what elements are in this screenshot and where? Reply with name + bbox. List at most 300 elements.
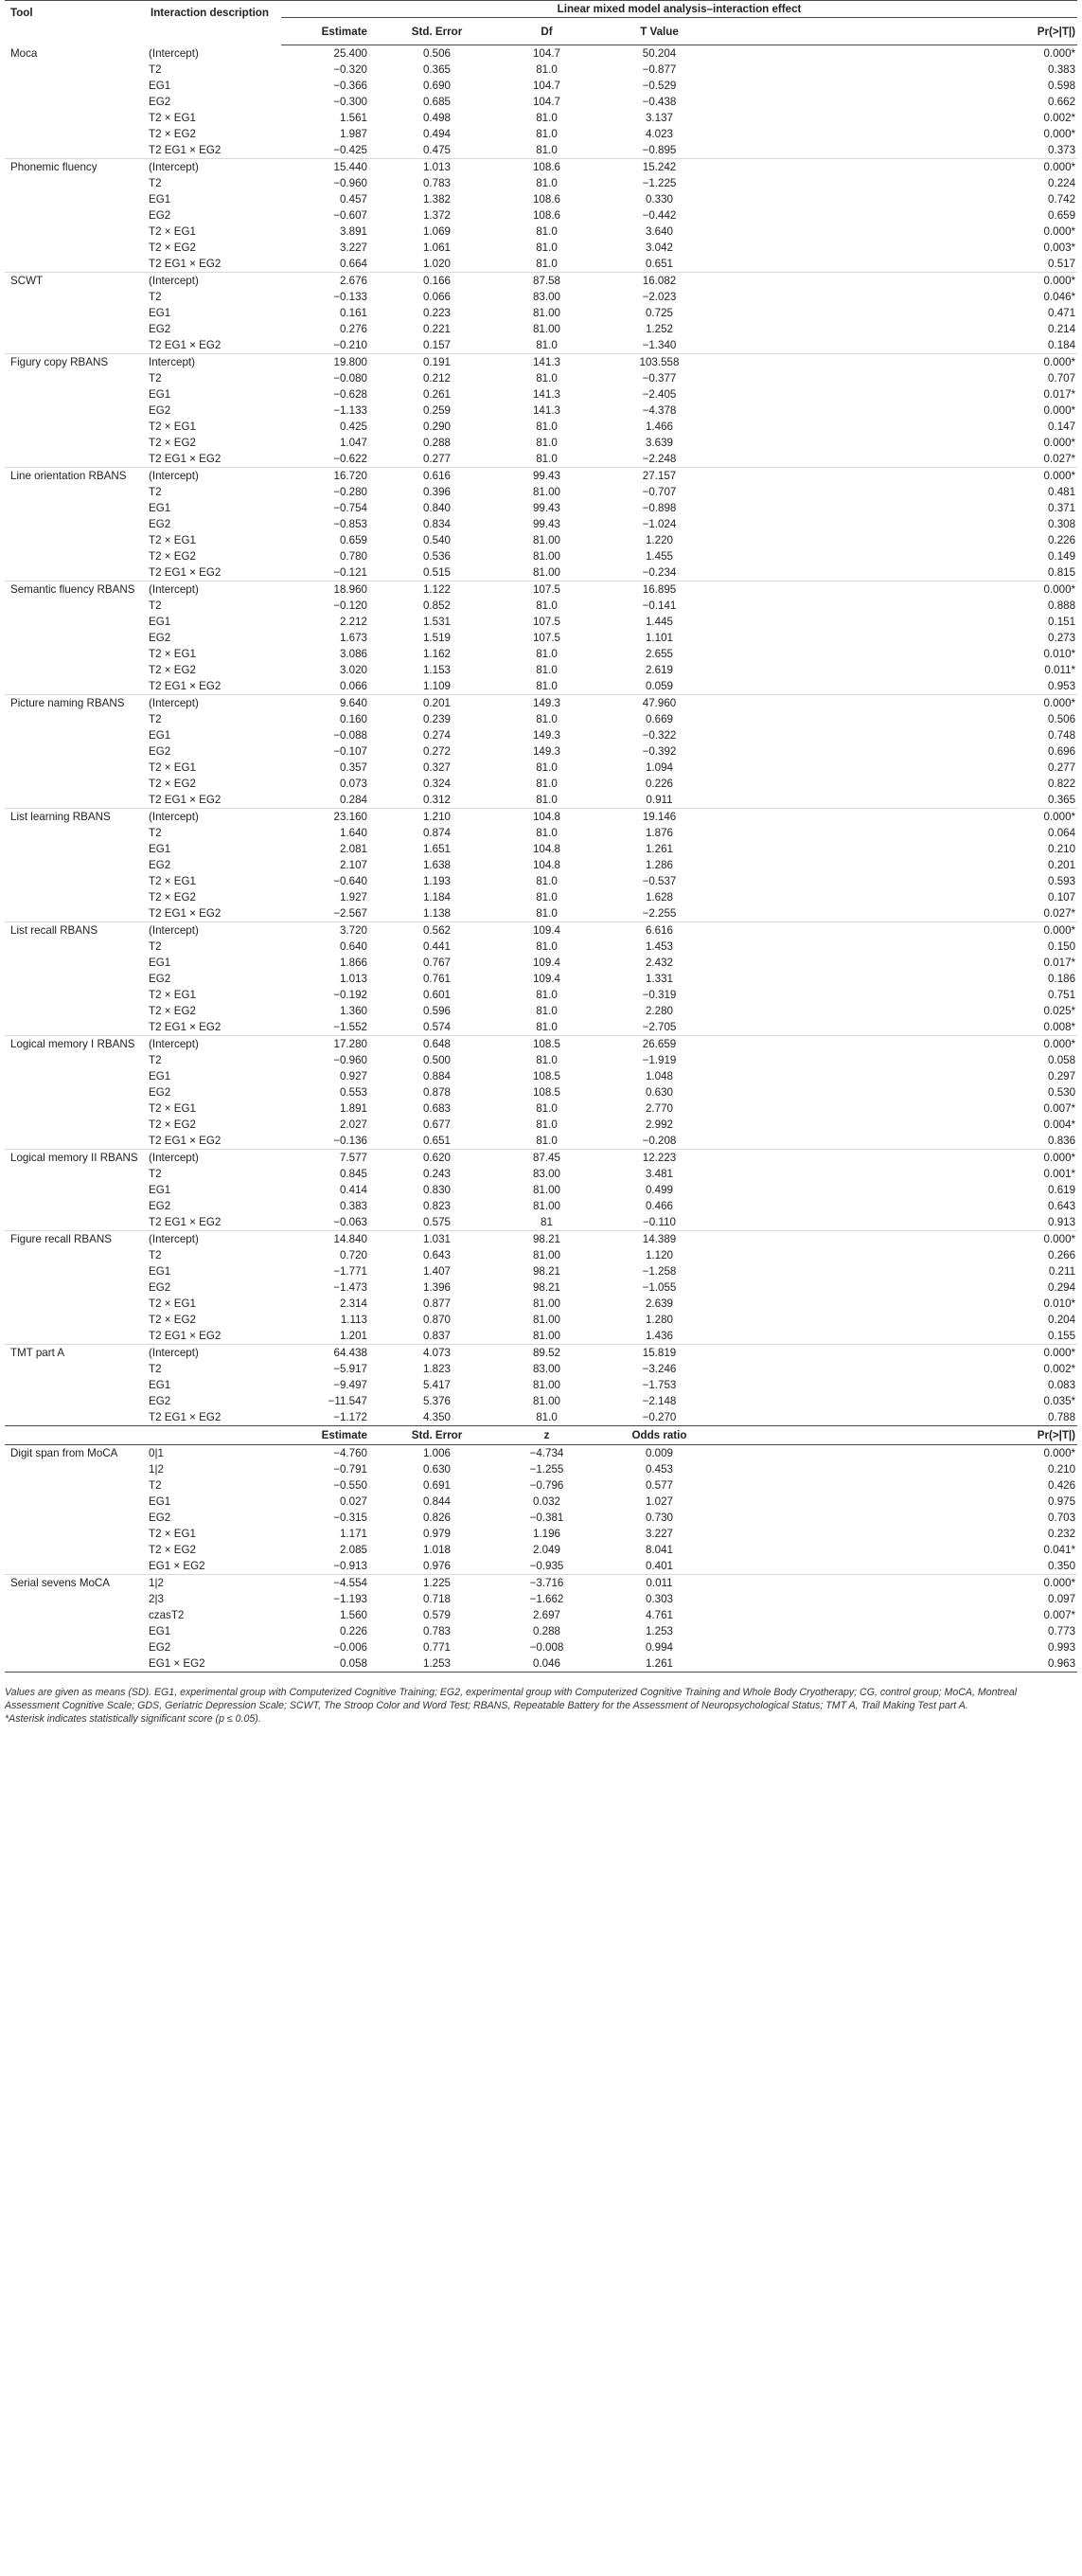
value-cell: 0.783	[422, 177, 451, 189]
value-cell: 0.002*	[1043, 1363, 1076, 1375]
table-row	[5, 1214, 1077, 1231]
value-cell: 0.396	[422, 486, 451, 498]
value-cell: 14.389	[598, 1231, 720, 1248]
interaction-term: T2 × EG1	[149, 225, 196, 238]
interaction-term: T2 × EG2	[149, 242, 196, 254]
value-cell: 0.619	[1048, 1184, 1076, 1196]
value-cell: 1.120	[645, 1249, 673, 1261]
table-row	[5, 224, 1077, 240]
value-cell: −3.716	[495, 1575, 598, 1592]
tool-name	[5, 142, 145, 159]
value-cell: 0.000*	[720, 1036, 1077, 1053]
table-row	[5, 809, 1077, 826]
value-cell: 23.160	[281, 809, 379, 826]
value-cell: 0.383	[1048, 63, 1076, 76]
value-cell: −0.754	[333, 502, 367, 514]
value-cell: 1.109	[422, 680, 451, 692]
tool-name	[5, 1494, 145, 1510]
value-cell: 4.023	[645, 128, 673, 140]
value-cell: 81.00	[532, 323, 560, 335]
value-cell: 1.162	[422, 648, 451, 660]
value-cell: 1.210	[379, 809, 495, 826]
value-cell: 0.515	[422, 566, 451, 579]
value-cell: 0.976	[422, 1560, 451, 1572]
table-row	[5, 240, 1077, 256]
value-cell: 0.224	[1048, 177, 1076, 189]
value-cell: 0.707	[1048, 372, 1076, 385]
table-row	[5, 646, 1077, 662]
value-cell: 1.987	[339, 128, 367, 140]
value-cell: 81.0	[536, 437, 558, 449]
value-cell: 0.027*	[1043, 453, 1076, 465]
value-cell: 0.303	[645, 1593, 673, 1605]
value-cell: 27.157	[598, 468, 720, 485]
value-cell: 0.191	[379, 354, 495, 371]
value-cell: 1.519	[422, 632, 451, 644]
value-cell: −2.255	[642, 907, 677, 920]
value-cell: 0.659	[339, 534, 367, 546]
tool-name	[5, 419, 145, 435]
value-cell: 1.445	[645, 616, 673, 628]
tool-name: SCWT	[5, 273, 145, 290]
tool-name	[5, 337, 145, 354]
table-row	[5, 110, 1077, 126]
value-cell: −0.315	[333, 1512, 367, 1524]
interaction-term: T2 × EG2	[149, 1314, 196, 1326]
value-cell: 1.253	[645, 1625, 673, 1637]
value-cell: 81.0	[536, 664, 558, 676]
value-cell: 81.0	[536, 778, 558, 790]
value-cell: 1.101	[645, 632, 673, 644]
value-cell: 0.517	[1048, 258, 1076, 270]
tool-name	[5, 1312, 145, 1328]
table-row	[5, 1477, 1077, 1494]
value-cell: 0.494	[422, 128, 451, 140]
value-cell: 3.639	[645, 437, 673, 449]
tool-name: Line orientation RBANS	[5, 468, 145, 485]
interaction-term: T2 EG1 × EG2	[149, 907, 222, 920]
interaction-term: (Intercept)	[145, 922, 281, 939]
table-row	[5, 825, 1077, 841]
value-cell: 0.001*	[1043, 1168, 1076, 1180]
value-cell: 0.730	[645, 1512, 673, 1524]
value-cell: −0.550	[333, 1479, 367, 1492]
interaction-term: T2	[149, 827, 162, 839]
ordinal-body	[5, 1445, 1077, 1673]
tool-name	[5, 402, 145, 419]
value-cell: 0.027	[339, 1495, 367, 1508]
value-cell: −1.552	[333, 1021, 367, 1033]
value-cell: 16.082	[598, 273, 720, 290]
value-cell: 0.696	[1048, 745, 1076, 758]
table-row	[5, 1198, 1077, 1214]
value-cell: 0.466	[645, 1200, 673, 1212]
interaction-term: EG1	[149, 1495, 171, 1508]
table-row	[5, 1166, 1077, 1182]
interaction-term: T2 × EG1	[149, 1528, 196, 1540]
interaction-term: EG1	[149, 80, 171, 92]
value-cell: 2.081	[339, 843, 367, 855]
value-cell: 1.225	[379, 1575, 495, 1592]
table-row	[5, 175, 1077, 191]
value-cell: 0.780	[339, 550, 367, 563]
value-cell: 141.3	[532, 388, 560, 401]
table-row	[5, 419, 1077, 435]
table-row	[5, 1247, 1077, 1263]
value-cell: 0.659	[1048, 209, 1076, 222]
value-cell: 12.223	[598, 1150, 720, 1167]
table-row	[5, 370, 1077, 386]
interaction-term: T2 × EG2	[149, 1544, 196, 1556]
value-cell: −1.473	[333, 1281, 367, 1294]
value-cell: 0.002*	[1043, 112, 1076, 124]
value-cell: 0.000*	[720, 273, 1077, 290]
tool-name	[5, 841, 145, 857]
value-cell: −0.707	[642, 486, 677, 498]
value-cell: 1.253	[379, 1655, 495, 1673]
value-cell: 0.830	[422, 1184, 451, 1196]
value-cell: 104.7	[532, 96, 560, 108]
value-cell: 1.171	[339, 1528, 367, 1540]
value-cell: 0.788	[720, 1409, 1077, 1426]
value-cell: 108.6	[532, 209, 560, 222]
value-cell: −0.442	[642, 209, 677, 222]
value-cell: 1.396	[422, 1281, 451, 1294]
value-cell: 0.601	[422, 989, 451, 1001]
tool-name	[5, 1198, 145, 1214]
value-cell: 81.0	[536, 875, 558, 887]
table-header	[5, 1, 1077, 45]
interaction-term: EG1	[149, 957, 171, 969]
value-cell: 81.00	[532, 1297, 560, 1310]
value-cell: 0.979	[422, 1528, 451, 1540]
value-cell: −0.006	[333, 1641, 367, 1654]
value-cell: 0.913	[1048, 1216, 1076, 1228]
interaction-term: EG2	[149, 96, 171, 108]
tool-name	[5, 1361, 145, 1377]
value-cell: −0.898	[642, 502, 677, 514]
table-row	[5, 1639, 1077, 1655]
value-cell: 0.000*	[720, 1345, 1077, 1362]
value-cell: 0.058	[1048, 1054, 1076, 1066]
value-cell: 0.616	[379, 468, 495, 485]
value-cell: 141.3	[532, 404, 560, 417]
table-row	[5, 1655, 1077, 1673]
interaction-term: EG2	[149, 632, 171, 644]
value-cell: 81.0	[536, 372, 558, 385]
value-cell: 2.280	[645, 1005, 673, 1017]
table-row	[5, 955, 1077, 971]
value-cell: 0.035*	[1043, 1395, 1076, 1407]
value-cell: −0.110	[643, 1216, 676, 1228]
value-cell: 1.891	[339, 1102, 367, 1115]
value-cell: 0.010*	[1043, 648, 1076, 660]
table-row	[5, 743, 1077, 760]
tool-name: Picture naming RBANS	[5, 695, 145, 712]
interaction-term: EG1	[149, 307, 171, 319]
value-cell: 0.149	[1048, 550, 1076, 563]
value-cell: 149.3	[532, 729, 560, 742]
value-cell: 2.697	[532, 1609, 560, 1621]
table-row	[5, 62, 1077, 78]
value-cell: 81.00	[532, 550, 560, 563]
value-cell: 108.5	[532, 1086, 560, 1099]
interaction-term: EG2	[149, 518, 171, 530]
tool-name	[5, 224, 145, 240]
value-cell: 0.720	[339, 1249, 367, 1261]
value-cell: 149.3	[495, 695, 598, 712]
value-cell: 0.166	[379, 273, 495, 290]
value-cell: 0.186	[1048, 973, 1076, 985]
value-cell: 15.440	[281, 159, 379, 176]
value-cell: 0.308	[1048, 518, 1076, 530]
tool-name	[5, 857, 145, 873]
interaction-term: EG1	[149, 388, 171, 401]
value-cell: 3.086	[339, 648, 367, 660]
table-row	[5, 1591, 1077, 1607]
value-cell: 0.669	[645, 713, 673, 725]
value-cell: −4.734	[529, 1447, 564, 1459]
value-cell: 81.00	[532, 1184, 560, 1196]
tool-name	[5, 1100, 145, 1117]
value-cell: 2.107	[339, 859, 367, 871]
value-cell: 3.227	[339, 242, 367, 254]
interaction-term: T2 × EG1	[149, 420, 196, 433]
value-cell: 3.042	[645, 242, 673, 254]
value-cell: 0.888	[1048, 599, 1076, 612]
value-cell: −0.960	[333, 1054, 367, 1066]
value-cell: 0.748	[1048, 729, 1076, 742]
value-cell: 0.742	[1048, 193, 1076, 206]
table-row	[5, 727, 1077, 743]
tool-name: Logical memory I RBANS	[5, 1036, 145, 1053]
interaction-term: (Intercept)	[149, 46, 199, 60]
value-cell: 0.877	[422, 1297, 451, 1310]
value-cell: 1.261	[598, 1655, 720, 1673]
value-cell: 0.773	[1048, 1625, 1076, 1637]
footnote-significance: *Asterisk indicates statistically significant score (p ≤ 0.05).	[5, 1713, 261, 1725]
value-cell: −2.567	[333, 907, 367, 920]
value-cell: 2.992	[645, 1118, 673, 1131]
value-cell: 0.530	[1048, 1086, 1076, 1099]
value-cell: 81.0	[536, 177, 558, 189]
value-cell: 0.201	[379, 695, 495, 712]
value-cell: −0.877	[642, 63, 677, 76]
value-cell: 0.884	[422, 1070, 451, 1082]
tool-name	[5, 1117, 145, 1133]
value-cell: −1.258	[642, 1265, 677, 1278]
value-cell: 81.0	[536, 1102, 558, 1115]
value-cell: 0.232	[1048, 1528, 1076, 1540]
tool-name	[5, 1182, 145, 1198]
value-cell: 103.558	[598, 354, 720, 371]
value-cell: −0.791	[333, 1463, 367, 1476]
value-cell: −2.148	[642, 1395, 677, 1407]
value-cell: 4.073	[379, 1345, 495, 1362]
value-cell: −0.796	[529, 1479, 564, 1492]
value-cell: −0.392	[642, 745, 677, 758]
value-cell: 0.000*	[720, 159, 1077, 176]
table-row	[5, 792, 1077, 809]
value-cell: 0.226	[339, 1625, 367, 1637]
value-cell: 0.844	[422, 1495, 451, 1508]
value-cell: 0.273	[1048, 632, 1076, 644]
value-cell: 0.651	[422, 1135, 451, 1147]
value-cell: 81.00	[532, 566, 560, 579]
tool-name	[5, 1655, 145, 1673]
table-row	[5, 500, 1077, 516]
value-cell: 1.286	[645, 859, 673, 871]
value-cell: 2.212	[339, 616, 367, 628]
value-cell: 0.371	[1048, 502, 1076, 514]
value-cell: −0.607	[333, 209, 367, 222]
interaction-term: EG2	[149, 1281, 171, 1294]
value-cell: 2.432	[645, 957, 673, 969]
interaction-term: T2	[149, 599, 162, 612]
value-cell: 81.0	[536, 128, 558, 140]
value-cell: 0.691	[422, 1479, 451, 1492]
value-cell: 0.284	[339, 794, 367, 806]
value-cell: 0.003*	[1043, 242, 1076, 254]
value-cell: 81.0	[536, 648, 558, 660]
interaction-term: T2	[149, 1249, 162, 1261]
value-cell: −0.377	[642, 372, 677, 385]
value-cell: 99.43	[495, 468, 598, 485]
interaction-term: (Intercept)	[145, 468, 281, 485]
tool-name	[5, 939, 145, 955]
tool-name	[5, 386, 145, 402]
value-cell: 0.083	[1048, 1379, 1076, 1391]
value-cell: −0.133	[333, 291, 367, 303]
tool-name	[5, 451, 145, 468]
table-row	[5, 305, 1077, 321]
value-cell: 81.00	[532, 1379, 560, 1391]
subheader-odds-ratio: Odds ratio	[598, 1426, 720, 1445]
value-cell: 1.466	[645, 420, 673, 433]
value-cell: 0.703	[1048, 1512, 1076, 1524]
value-cell: −0.107	[333, 745, 367, 758]
value-cell: 0.161	[339, 307, 367, 319]
interaction-term: EG1	[149, 729, 171, 742]
table-row	[5, 1409, 1077, 1426]
interaction-term: T2 EG1 × EG2	[149, 680, 222, 692]
tool-name	[5, 955, 145, 971]
tool-name	[5, 662, 145, 678]
header-group: Linear mixed model analysis–interaction effect	[281, 1, 1077, 18]
value-cell: 0.457	[339, 193, 367, 206]
interaction-term: EG2	[149, 404, 171, 417]
interaction-term: czasT2	[149, 1609, 185, 1621]
tool-name	[5, 94, 145, 110]
value-cell: 81.0	[536, 891, 558, 903]
value-cell: 0.471	[1048, 307, 1076, 319]
interaction-term: T2	[149, 372, 162, 385]
value-cell: 0.008*	[1043, 1021, 1076, 1033]
value-cell: 0.683	[422, 1102, 451, 1115]
value-cell: 0.685	[422, 96, 451, 108]
tool-name	[5, 1052, 145, 1068]
tool-name	[5, 776, 145, 792]
tool-name	[5, 1623, 145, 1639]
value-cell: 8.041	[645, 1544, 673, 1556]
interaction-term: T2 × EG2	[149, 550, 196, 563]
value-cell: 0.211	[1048, 1265, 1076, 1278]
subheader-estimate: Estimate	[281, 1426, 379, 1445]
value-cell: 0.365	[1048, 794, 1076, 806]
interaction-term: T2 EG1 × EG2	[149, 1021, 222, 1033]
value-cell: 0.107	[1048, 891, 1076, 903]
value-cell: 0.226	[645, 778, 673, 790]
value-cell: 0.157	[422, 339, 451, 351]
value-cell: 0.073	[339, 778, 367, 790]
interaction-term: T2 EG1 × EG2	[145, 1409, 281, 1426]
value-cell: 0.007*	[1043, 1609, 1076, 1621]
value-cell: 0.927	[339, 1070, 367, 1082]
value-cell: 0.630	[645, 1086, 673, 1099]
value-cell: 1.927	[339, 891, 367, 903]
value-cell: 0.294	[1048, 1281, 1076, 1294]
table-row	[5, 273, 1077, 290]
value-cell: 81.0	[536, 63, 558, 76]
table-row	[5, 256, 1077, 273]
value-cell: 0.725	[645, 307, 673, 319]
value-cell: 99.43	[532, 502, 560, 514]
table-row	[5, 94, 1077, 110]
value-cell: 0.575	[422, 1216, 451, 1228]
value-cell: 0.000*	[1043, 225, 1076, 238]
value-cell: 1.184	[422, 891, 451, 903]
interaction-term: EG1	[149, 1379, 171, 1391]
value-cell: 3.481	[645, 1168, 673, 1180]
value-cell: 0.000*	[1043, 404, 1076, 417]
value-cell: 0.593	[1048, 875, 1076, 887]
value-cell: 0.874	[422, 827, 451, 839]
value-cell: 81.0	[536, 242, 558, 254]
value-cell: 0.365	[422, 63, 451, 76]
value-cell: 0.210	[1048, 843, 1076, 855]
value-cell: 0.017*	[1043, 957, 1076, 969]
table-row	[5, 630, 1077, 646]
tool-name	[5, 321, 145, 337]
value-cell: 81.00	[532, 1314, 560, 1326]
value-cell: 0.330	[645, 193, 673, 206]
value-cell: 2.027	[339, 1118, 367, 1131]
value-cell: 0.845	[339, 1168, 367, 1180]
value-cell: 81.0	[536, 989, 558, 1001]
interaction-term: T2 EG1 × EG2	[149, 453, 222, 465]
value-cell: 0.000*	[1043, 128, 1076, 140]
table-row	[5, 126, 1077, 142]
table-row	[5, 1510, 1077, 1526]
interaction-term: EG2	[149, 323, 171, 335]
interaction-term: T2	[149, 291, 162, 303]
value-cell: −0.381	[529, 1512, 564, 1524]
value-cell: 2.619	[645, 664, 673, 676]
value-cell: 104.7	[532, 47, 560, 60]
tool-name	[5, 1461, 145, 1477]
value-cell: 89.52	[495, 1345, 598, 1362]
value-cell: 81.0	[536, 1021, 558, 1033]
value-cell: 0.540	[422, 534, 451, 546]
table-row	[5, 1019, 1077, 1036]
value-cell: 0.815	[1048, 566, 1076, 579]
value-cell: 0.500	[422, 1054, 451, 1066]
value-cell: 0.598	[1048, 80, 1076, 92]
value-cell: −0.280	[333, 486, 367, 498]
value-cell: −1.024	[642, 518, 677, 530]
value-cell: 2.770	[645, 1102, 673, 1115]
table-row	[5, 1182, 1077, 1198]
